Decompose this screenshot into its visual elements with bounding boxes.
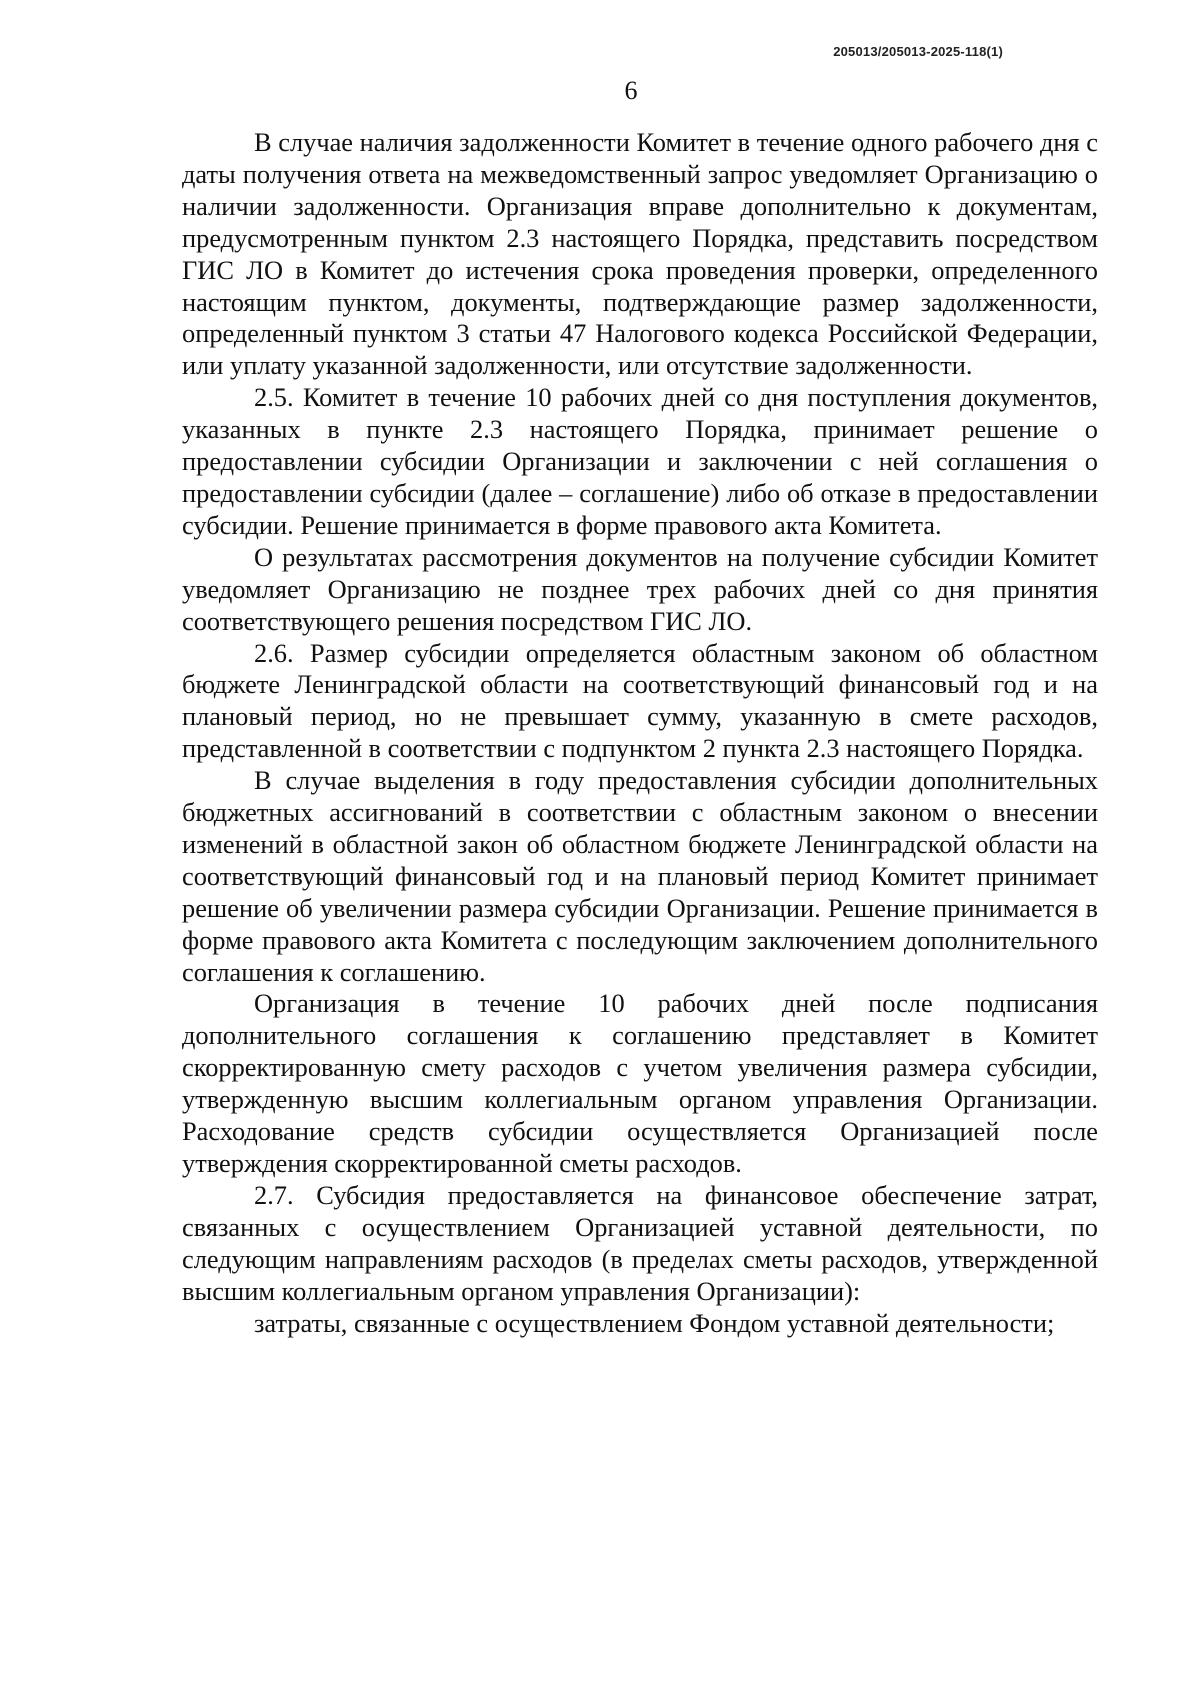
paragraph-additional-allocations: В случае выделения в году предоставления субсидии дополнительных бюджетных ассигнований в соответствии с областным законом о внесении изменений в областной закон об областном бюджете Ленинградской области на соответствующий финансовый год и на плановый период Комитет принимает решение об увеличении размера субсидии Организации. Решение принимается в форме правового акта Комитета с последующим заключением дополнительного соглашения к соглашению. [182,765,1098,987]
paragraph-2-5-decision: 2.5. Комитет в течение 10 рабочих дней со дня поступления документов, указанных в пункте 2.3 настоящего Порядка, принимает решение о предоставлении субсидии Организации и заключении с ней соглашения о предоставлении субсидии (далее – соглашение) либо об отказе в предоставлении субсидии. Решение принимается в форме правового акта Комитета. [182,382,1098,540]
paragraph-adjusted-estimate: Организация в течение 10 рабочих дней после подписания дополнительного соглашения к соглашению представляет в Комитет скорректированную смету расходов с учетом увеличения размера субсидии, утвержденную высшим коллегиальным органом управления Организации. Расходование средств субсидии осуществляется Организацией после утверждения скорректированной сметы расходов. [182,988,1098,1178]
paragraph-2-7-purposes: 2.7. Субсидия предоставляется на финансовое обеспечение затрат, связанных с осуществлением Организацией уставной деятельности, по следующим направлениям расходов (в пределах сметы расходов, утвержденной высшим коллегиальным органом управления Организации): [182,1179,1098,1306]
paragraph-debt-notice: В случае наличия задолженности Комитет в течение одного рабочего дня с даты получения ответа на межведомственный запрос уведомляет Организацию о наличии задолженности. Организация вправе дополнительно к документам, предусмотренным пунктом 2.3 настоящего Порядка, представить посредством ГИС ЛО в Комитет до истечения срока проведения проверки, определенного настоящим пунктом, документы, подтверждающие размер задолженности, определенный пунктом 3 статьи 47 Налогового кодекса Российской Федерации, или уплату указанной задолженности, или отсутствие задолженности. [182,127,1098,381]
paragraph-2-6-subsidy-size: 2.6. Размер субсидии определяется областным законом об областном бюджете Ленинградской области на соответствующий финансовый год и на плановый период, но не превышает сумму, указанную в смете расходов, представленной в соответствии с подпунктом 2 пункта 2.3 настоящего Порядка. [182,637,1098,764]
page-number: 6 [624,76,638,105]
document-registration-number: 205013/205013-2025-118(1) [833,44,1003,59]
paragraph-review-results: О результатах рассмотрения документов на получение субсидии Комитет уведомляет Организацию не позднее трех рабочих дней со дня принятия соответствующего решения посредством ГИС ЛО. [182,541,1098,636]
document-body [182,127,1098,1339]
paragraph-expense-item: затраты, связанные с осуществлением Фондом уставной деятельности; [254,1307,1055,1338]
